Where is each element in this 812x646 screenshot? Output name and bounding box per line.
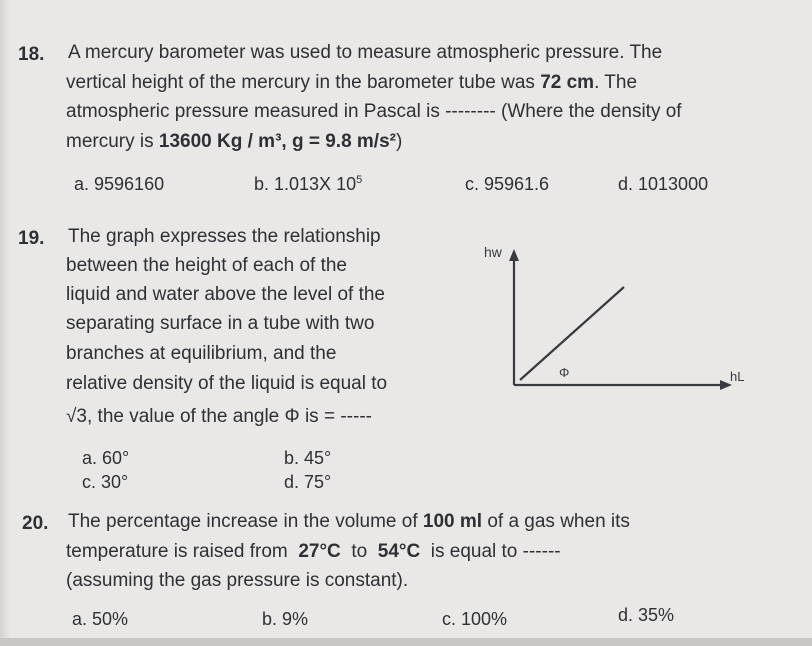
option-a[interactable]: a. 60° [82,448,130,468]
question-line: branches at equilibrium, and the [66,343,337,364]
option-b[interactable]: b. 45° [284,448,332,468]
question-line: vertical height of the mercury in the barometer tube was 72 cm. The [66,72,638,93]
option-c[interactable]: c. 100% [442,609,508,629]
angle-label: Φ [559,365,570,380]
question-line: A mercury barometer was used to measure atmospheric pressure. The [68,42,663,63]
page-bottom-edge [0,638,812,646]
option-d[interactable]: d. 75° [284,472,332,492]
option-c[interactable]: c. 95961.6 [465,174,550,194]
option-a[interactable]: a. 9596160 [74,174,165,194]
graph-line [520,287,624,380]
option-c[interactable]: c. 30° [82,472,129,492]
option-d[interactable]: d. 35% [618,605,675,625]
y-axis-arrow-icon [509,249,519,261]
question-number: 19. [18,228,45,249]
y-axis-label: hw [484,244,502,260]
question-line: The percentage increase in the volume of 100 ml of a gas when its [68,511,630,532]
option-b[interactable]: b. 1.013X $10^5$ [254,174,363,194]
question-line: temperature is raised from 27°C to 54°C is equal to ------ [66,541,561,562]
question-number: 20. [22,513,49,534]
question-line: √3, the value of the angle Φ is = ----- [66,406,372,427]
question-line: The graph expresses the relationship [68,226,381,247]
question-line: liquid and water above the level of the [66,284,385,305]
question-line: (assuming the gas pressure is constant). [66,570,409,591]
question-line: separating surface in a tube with two [66,313,375,334]
page-shadow [0,0,10,646]
option-a[interactable]: a. 50% [72,609,129,629]
question-line: relative density of the liquid is equal to [66,373,388,394]
question-line: between the height of each of the [66,255,347,276]
question-line: mercury is 13600 Kg / m³, g = 9.8 m/s²) [66,131,403,152]
option-d[interactable]: d. 1013000 [618,174,709,194]
question-number: 18. [18,44,45,65]
angle-graph [470,235,770,405]
question-line: atmospheric pressure measured in Pascal is -------- (Where the density of [66,101,682,122]
option-b[interactable]: b. 9% [262,609,309,629]
x-axis-label: hL [730,369,745,384]
